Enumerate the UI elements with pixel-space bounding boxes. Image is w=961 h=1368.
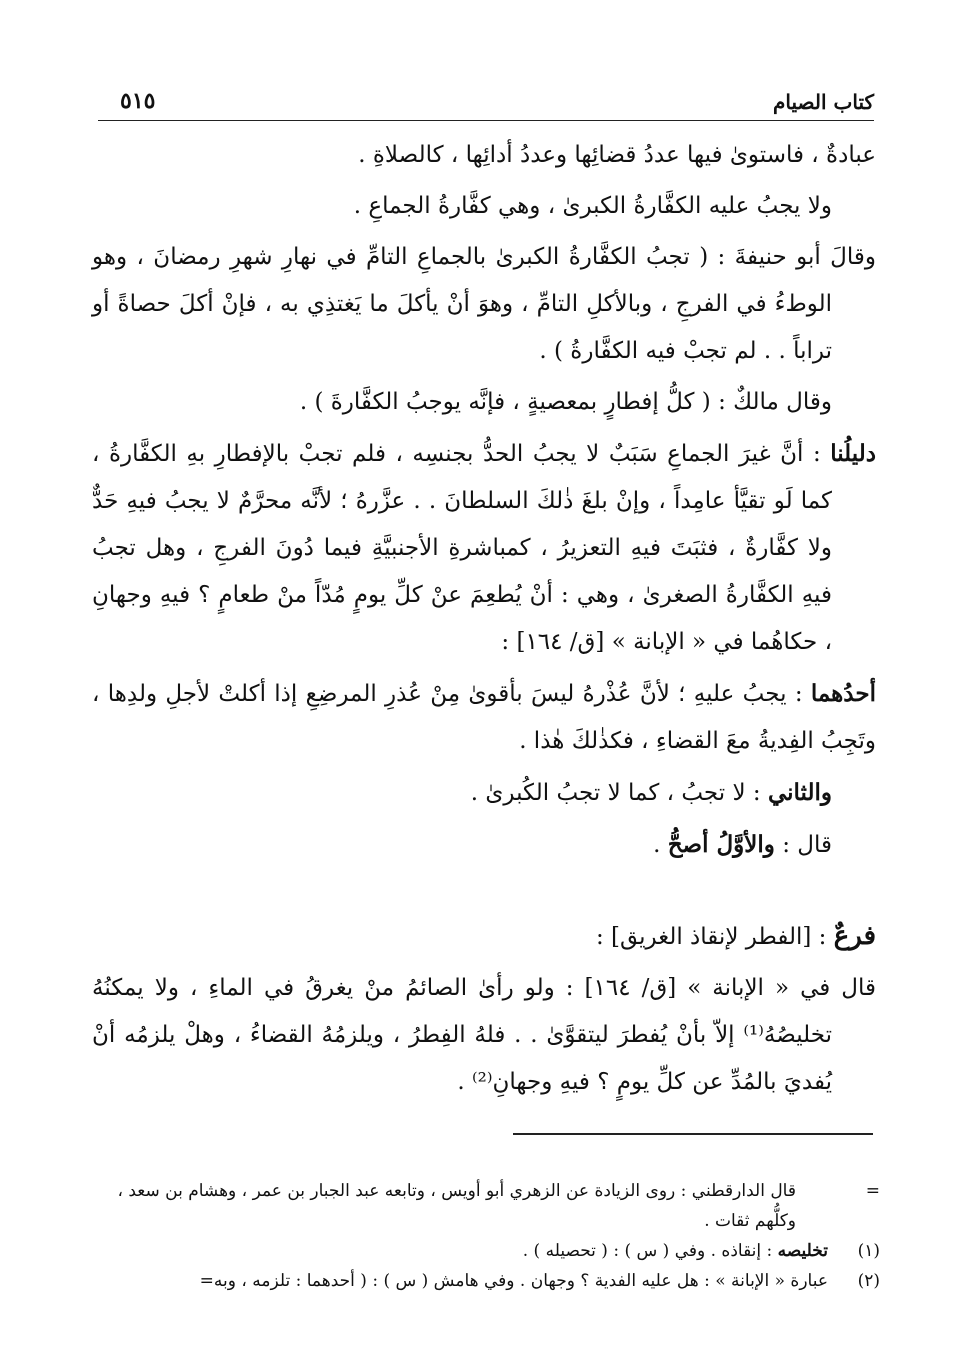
paragraph-6-lead: أحدُهما <box>810 680 876 707</box>
section-heading-label: فرعٌ <box>833 921 876 951</box>
footnote-continuation-mark: = <box>865 1181 880 1201</box>
footnote-2-text: عبارة « الإبانة » : هل عليه الفدية ؟ وجهان . وفي هامش ( س ) : ( أحدهما : تلزمه ، وبه= <box>199 1271 828 1291</box>
paragraph-3: وقالَ أبو حنيفةَ : ( تجبُ الكفَّارةُ الكبرىٰ بالجماعِ التامِّ في نهارِ شهرِ رمضانَ ، وهو الوطءُ في الفرجِ ، وبالأكلِ التامِّ ، وهوَ أنْ يأكلَ ما يَغتذِي به ، فإنْ أكلَ حصاةً أو تراباً . . لم تجبْ فيه الكفَّارةُ ) . <box>92 244 876 364</box>
section-heading-title: : [الفطر لإنقاذ الغريق] : <box>595 924 834 950</box>
page-number: ٥١٥ <box>120 88 156 114</box>
paragraph-7-text: : لا تجبُ ، كما لا تجبُ الكُبرىٰ . <box>470 780 768 806</box>
paragraph-8-post: . <box>653 832 668 858</box>
paragraph-5-lead: دليلُنا <box>830 440 876 467</box>
footnote-1-text: : إنقاذه . وفي ( س ) : ( تحصيله ) . <box>522 1241 778 1261</box>
footnote-1 <box>80 1236 880 1266</box>
footnotes <box>80 1176 880 1296</box>
paragraph-8 <box>92 821 876 869</box>
paragraph-8-bold: والأوَّلُ أصحُّ <box>667 831 775 858</box>
paragraph-7-lead: والثاني <box>767 779 832 806</box>
footnote-2-mark: (٢) <box>857 1271 880 1291</box>
footnote-separator <box>513 1133 873 1135</box>
paragraph-2: ولا يجبُ عليه الكفَّارةُ الكبرىٰ ، وهي كفَّارةُ الجماعِ . <box>353 193 832 219</box>
paragraph-6 <box>92 670 876 765</box>
paragraph-4: وقال مالكٌ : ( كلُّ إفطارٍ بمعصيةٍ ، فإنَّه يوجبُ الكفَّارةَ ) . <box>299 389 832 415</box>
footnote-1-mark: (١) <box>857 1241 880 1261</box>
paragraph-6-text: : يجبُ عليهِ ؛ لأنَّ عُذْرهُ ليسَ بأقوىٰ مِنْ عُذرِ المرضِعِ إذا أكلتْ لأجلِ ولدِها ، وتَجِبُ الفِديةُ معَ القضاءِ ، فكذٰلكَ هٰذا . <box>92 681 876 754</box>
footnote-continuation <box>80 1176 880 1236</box>
running-header <box>98 88 874 121</box>
paragraph-1: عبادةٌ ، فاستوىٰ فيها عددُ قضائِها وعددُ أدائِها ، كالصلاةِ . <box>358 142 876 168</box>
section-heading <box>92 913 876 961</box>
book-title: كتاب الصيام <box>773 90 874 114</box>
paragraph-8-pre: قال : <box>774 832 832 858</box>
paragraph-5-text: : أنَّ غيرَ الجماعِ سَبَبٌ لا يجبُ الحدُّ بجنسِه ، فلم تجبْ بالإفطارِ بهِ الكفَّارةُ ، كما لَو تقيَّأ عامِداً ، وإنْ بلغَ ذٰلكَ السلطانَ . . عزَّرهُ ؛ لأنَّه محرَّمٌ لا يجبُ فيهِ حَدٌّ ولا كفَّارةٌ ، فثبَتَ فيهِ التعزيرُ ، كمباشرةِ الأجنبيَّةِ فيما دُونَ الفرجِ ، وهل تجبُ فيهِ الكفَّارةُ الصغرىٰ ، وهي : أنْ يُطعِمَ عنْ كلِّ يومٍ مُدّاً منْ طعامٍ ؟ فيهِ وجهانِ ، حكاهُما في « الإبانة » [ق/ ١٦٤] : <box>92 441 832 655</box>
paragraph-9: قال في « الإبانة » [ق/ ١٦٤] : ولو رأىٰ الصائمُ منْ يغرقُ في الماءِ ، ولا يمكنُهُ تخليصُهُ⁽¹⁾ إلاّ بأنْ يُفطرَ ليتقوَّىٰ . . فلهُ الفِطرُ ، ويلزمُهُ القضاءُ ، وهلْ يلزمُه أنْ يُفديَ بالمُدِّ عن كلِّ يومٍ ؟ فيهِ وجهانِ⁽²⁾ . <box>92 975 876 1095</box>
footnote-1-lead: تخليصه <box>777 1241 828 1261</box>
paragraph-5 <box>92 430 876 666</box>
main-text <box>92 132 876 1106</box>
footnote-2 <box>80 1266 880 1296</box>
footnote-continuation-text: قال الدارقطني : روى الزيادة عن الزهري أبو أويس ، وتابعه عبد الجبار بن عمر ، وهشام بن سعد ، وكلُّهم ثقات . <box>117 1181 796 1231</box>
paragraph-7 <box>92 769 876 817</box>
